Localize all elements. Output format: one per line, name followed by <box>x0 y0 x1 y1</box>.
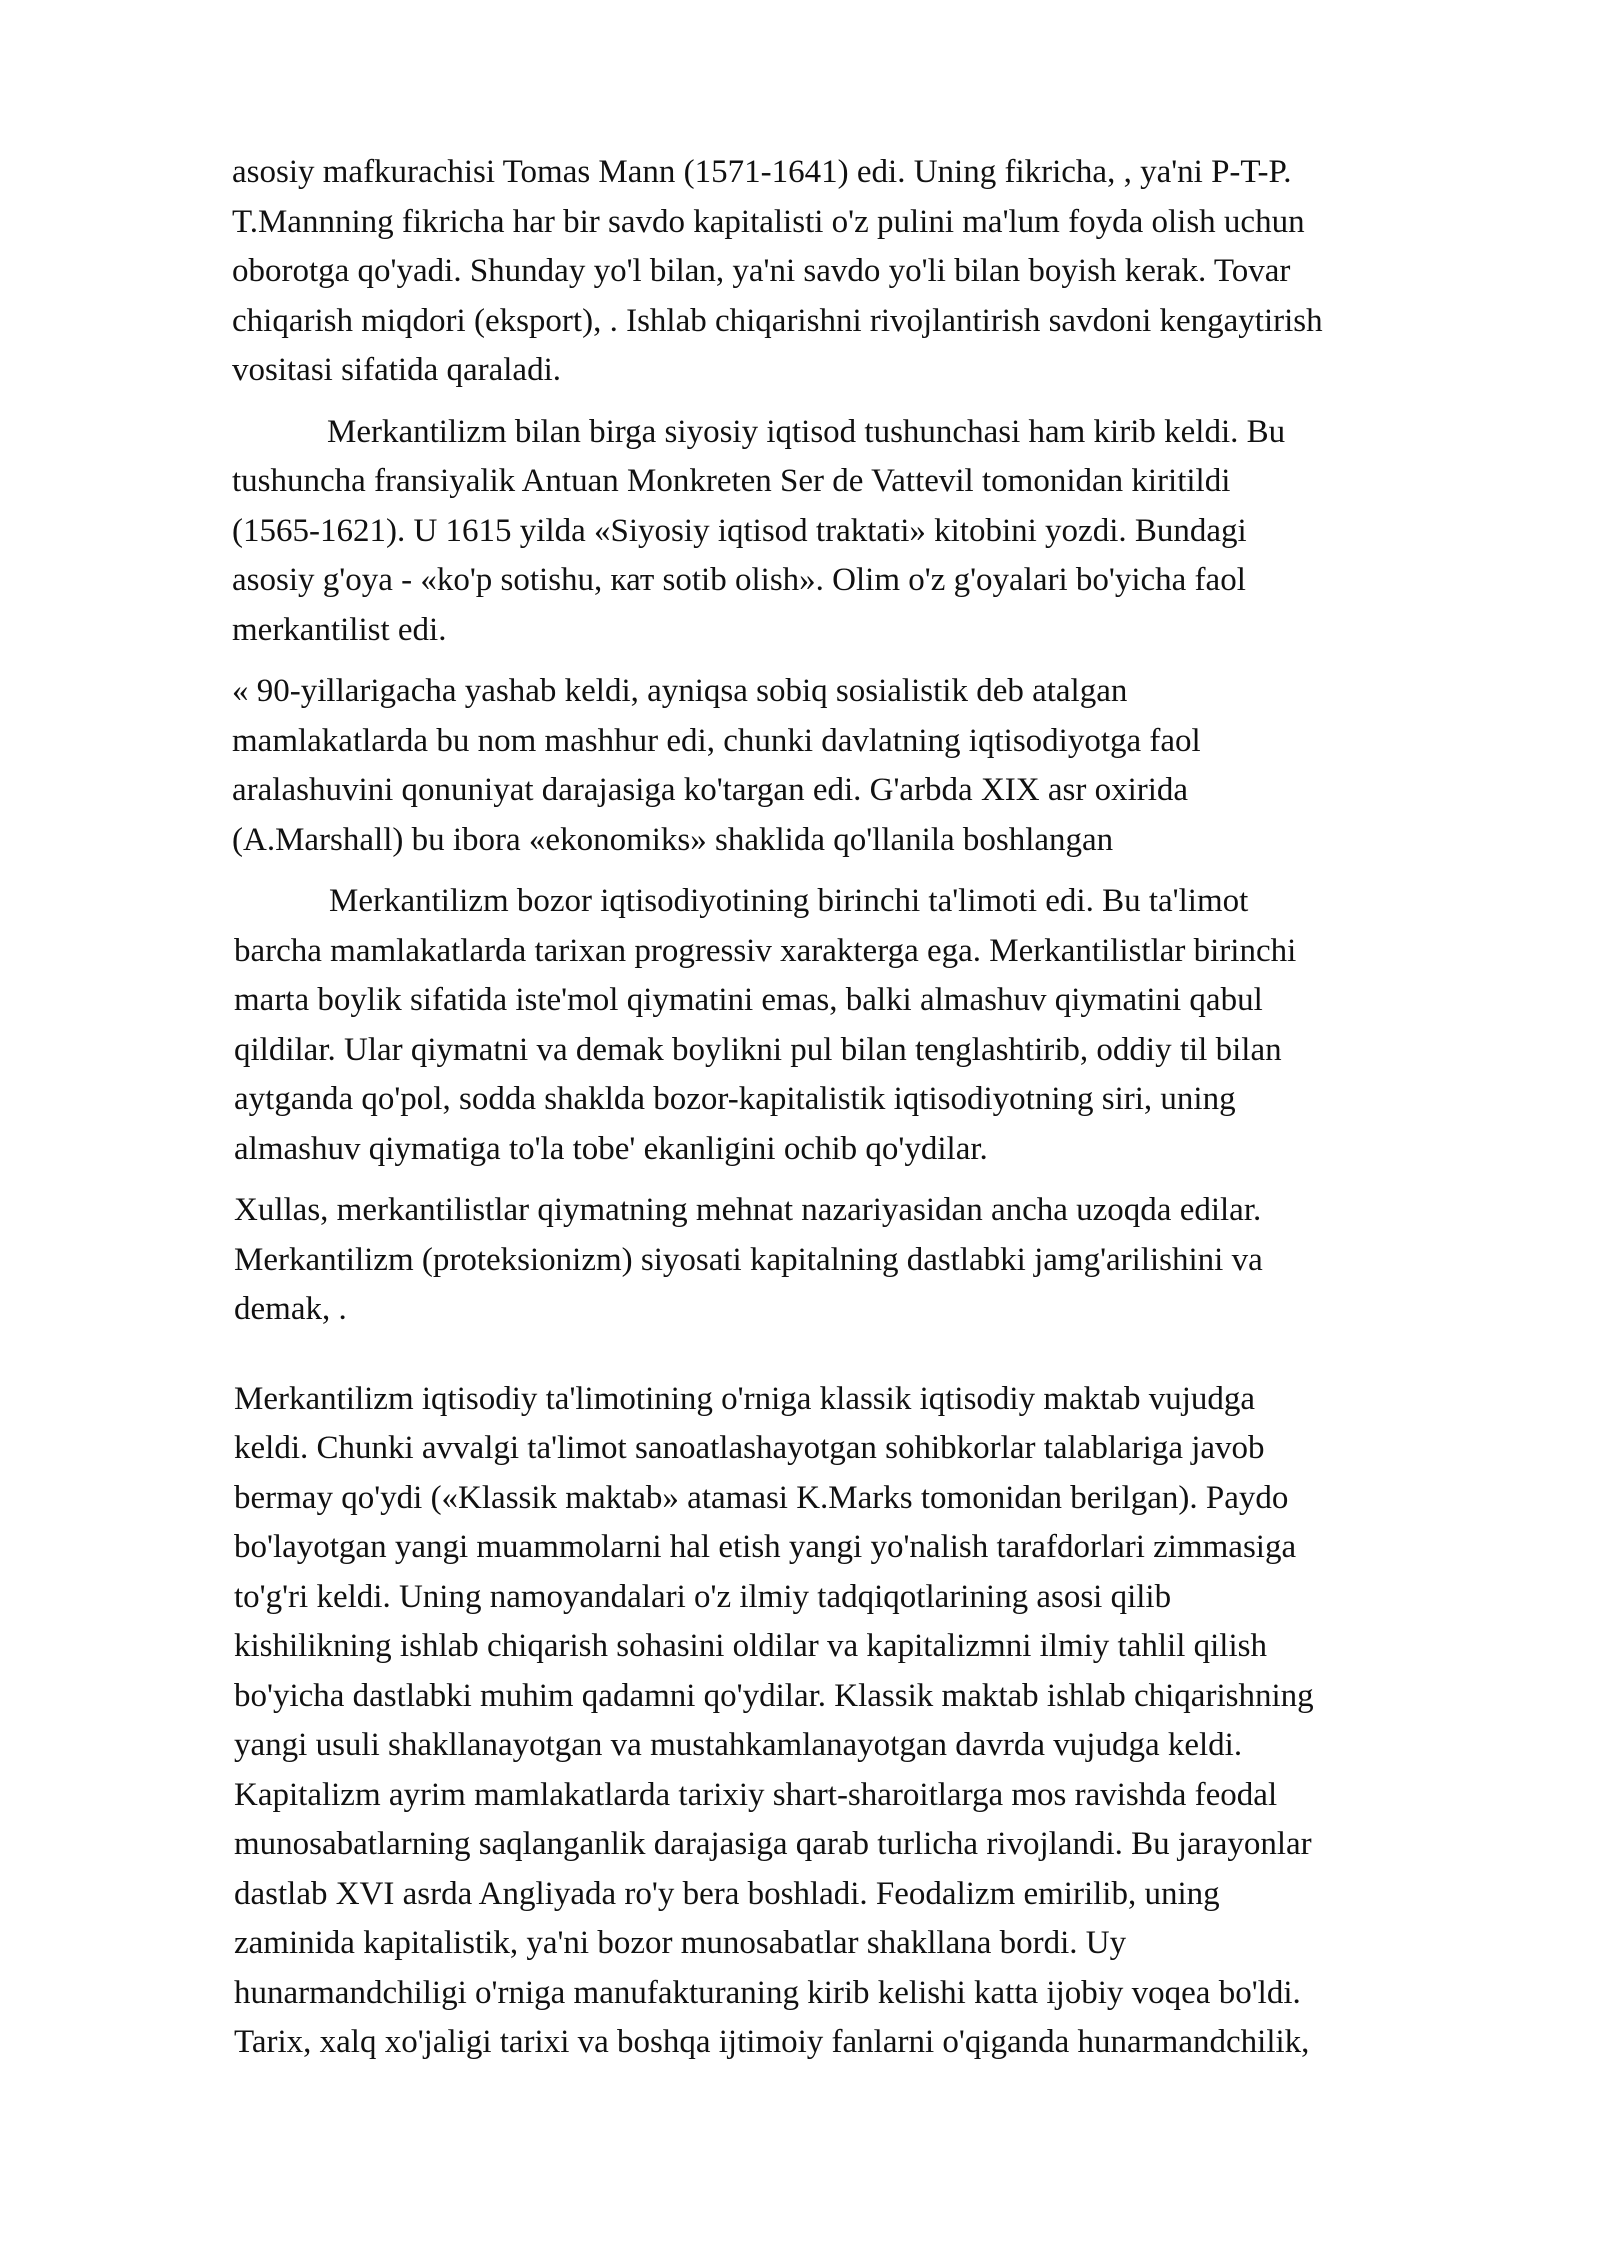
paragraph-economics-term: « 90-yillarigacha yashab keldi, ayniqsa sobiq sosialistik deb atalgan mamlakatlarda bu nom mashhur edi, chunki davlatning iqtisodiyotga faol aralashuvini qonuniyat darajasiga ko'targan edi. G'arbda XIX asr oxirida (A.Marshall) bu ibora «ekonomiks» shaklida qo'llanila boshlangan <box>232 673 1201 858</box>
paragraph-mann: asosiy mafkurachisi Tomas Mann (1571-1641) edi. Uning fikricha, , ya'ni P-T-P. T.Mannning fikricha har bir savdo kapitalisti o'z pulini ma'lum foyda olish uchun oborotga qo'yadi. Shunday yo'l bilan, ya'ni savdo yo'li bilan boyish kerak. Tovar chiqarish miqdori (eksport), . Ishlab chiqarishni rivojlantirish savdoni kengaytirish vositasi sifatida qaraladi. <box>232 154 1323 388</box>
paragraph-summary: Xullas, merkantilistlar qiymatning mehnat nazariyasidan ancha uzoqda edilar. Merkantilizm (proteksionizm) siyosati kapitalning dastlabki jamg'arilishini va demak, . <box>234 1192 1263 1327</box>
paragraph-market-doctrine: Merkantilizm bozor iqtisodiyotining birinchi ta'limoti edi. Bu ta'limot barcha mamlakatlarda tarixan progressiv xarakterga ega. Merkantilistlar birinchi marta boylik sifatida iste'mol qiymatini emas, balki almashuv qiymatini qabul qildilar. Ular qiymatni va demak boylikni pul bilan tenglashtirib, oddiy til bilan aytganda qo'pol, sodda shaklda bozor-kapitalistik iqtisodiyotning siri, uning almashuv qiymatiga to'la tobe' ekanligini ochib qo'ydilar. <box>234 883 1297 1167</box>
document-body <box>232 148 1482 2068</box>
paragraph-political-economy: Merkantilizm bilan birga siyosiy iqtisod tushunchasi ham kirib keldi. Bu tushuncha fransiyalik Antuan Monkreten Ser de Vattevil tomonidan kiritildi (1565-1621). U 1615 yilda «Siyosiy iqtisod traktati» kitobini yozdi. Bundagi asosiy g'oya - «ko'p sotishu, кат sotib olish». Olim o'z g'oyalari bo'yicha faol merkantilist edi. <box>232 413 1286 648</box>
paragraph-classical-school: Merkantilizm iqtisodiy ta'limotining o'rniga klassik iqtisodiy maktab vujudga keldi. Chunki avvalgi ta'limot sanoatlashayotgan sohibkorlar talablariga javob bermay qo'ydi («Klassik maktab» atamasi K.Marks tomonidan berilgan). Paydo bo'layotgan yangi muammolarni hal etish yangi yo'nalish tarafdorlari zimmasiga to'g'ri keldi. Uning namoyandalari o'z ilmiy tadqiqotlarining asosi qilib kishilikning ishlab chiqarish sohasini oldilar va kapitalizmni ilmiy tahlil qilish bo'yicha dastlabki muhim qadamni qo'ydilar. Klassik maktab ishlab chiqarishning yangi usuli shakllanayotgan va mustahkamlanayotgan davrda vujudga keldi. Kapitalizm ayrim mamlakatlarda tarixiy shart-sharoitlarga mos ravishda feodal munosabatlarning saqlanganlik darajasiga qarab turlicha rivojlandi. Bu jarayonlar dastlab XVI asrda Angliyada ro'y bera boshladi. Feodalizm emirilib, uning zaminida kapitalistik, ya'ni bozor munosabatlar shakllana bordi. Uy hunarmandchiligi o'rniga manufakturaning kirib kelishi katta ijobiy voqea bo'ldi. Tarix, xalq xo'jaligi tarixi va boshqa ijtimoiy fanlarni o'qiganda hunarmandchilik, <box>234 1380 1314 2060</box>
